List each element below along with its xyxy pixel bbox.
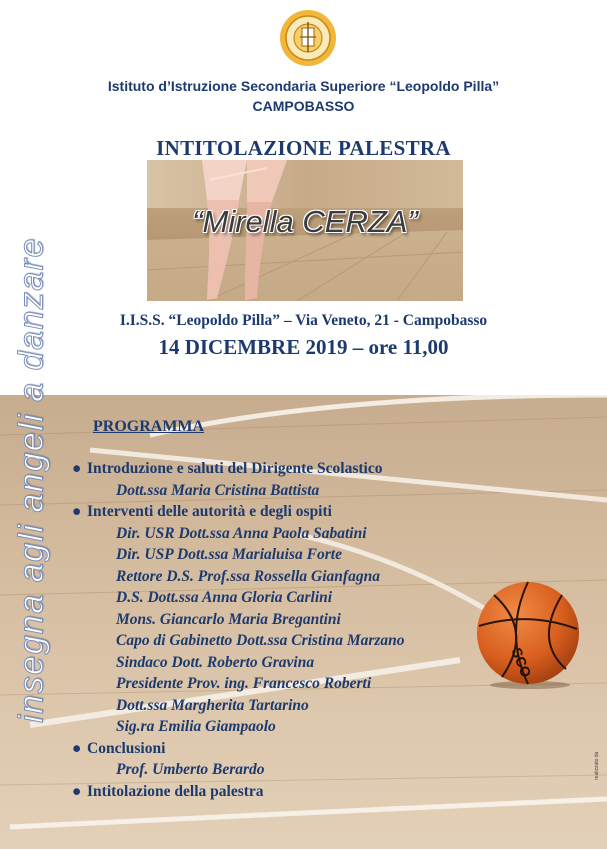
program-subitem: Capo di Gabinetto Dott.ssa Cristina Marzano: [116, 632, 405, 649]
bullet-icon: ●: [72, 740, 82, 757]
honoree-name: “Mirella CERZA”: [192, 204, 418, 239]
event-date: 14 DICEMBRE 2019 – ore 11,00: [158, 335, 449, 359]
school-emblem-icon: [278, 8, 338, 68]
program-subitem: Dott.ssa Margherita Tartarino: [116, 697, 309, 714]
bullet-icon: ●: [72, 503, 82, 520]
program-subitem: Sindaco Dott. Roberto Gravina: [116, 654, 315, 671]
credit-text: realizzato da: [594, 751, 600, 780]
program-subitem: Mons. Giancarlo Maria Bregantini: [116, 611, 341, 628]
program-item: [72, 783, 264, 801]
event-title: INTITOLAZIONE PALESTRA: [156, 136, 451, 160]
bullet-icon: ●: [72, 783, 82, 800]
honoree-banner: [147, 160, 463, 301]
program-item-text: Interventi delle autorità e degli ospiti: [87, 503, 332, 520]
basketball-icon: [474, 581, 582, 689]
institute-name: Istituto d’Istruzione Secondaria Superiore “Leopoldo Pilla”: [107, 78, 500, 94]
program-subitem: Prof. Umberto Berardo: [116, 761, 265, 778]
event-venue: I.I.S.S. “Leopoldo Pilla” – Via Veneto, 21 - Campobasso: [119, 312, 488, 329]
program-heading: PROGRAMMA: [93, 418, 205, 435]
program-subitem: Dir. USR Dott.ssa Anna Paola Sabatini: [116, 525, 367, 542]
program-subitem: D.S. Dott.ssa Anna Gloria Carlini: [116, 589, 333, 606]
program-item: [72, 460, 383, 478]
program-item: [72, 740, 165, 758]
program-subitem: Rettore D.S. Prof.ssa Rossella Gianfagna: [116, 568, 380, 585]
bullet-icon: ●: [72, 460, 82, 477]
program-item-text: Intitolazione della palestra: [87, 783, 264, 800]
vertical-motto: insegna agli angeli a danzare: [12, 237, 51, 723]
program-subitem: Sig.ra Emilia Giampaolo: [116, 718, 276, 735]
program-subitem: Dir. USP Dott.ssa Marialuisa Forte: [116, 546, 342, 563]
program-subitem: Dott.ssa Maria Cristina Battista: [116, 482, 320, 499]
program-item: [72, 503, 332, 521]
program-item-text: Conclusioni: [87, 740, 166, 757]
program-item-text: Introduzione e saluti del Dirigente Scolastico: [87, 460, 383, 477]
program-subitem: Presidente Prov. ing. Francesco Roberti: [116, 675, 372, 692]
ball-label: SCO: [508, 645, 535, 680]
institute-city: CAMPOBASSO: [252, 98, 355, 114]
